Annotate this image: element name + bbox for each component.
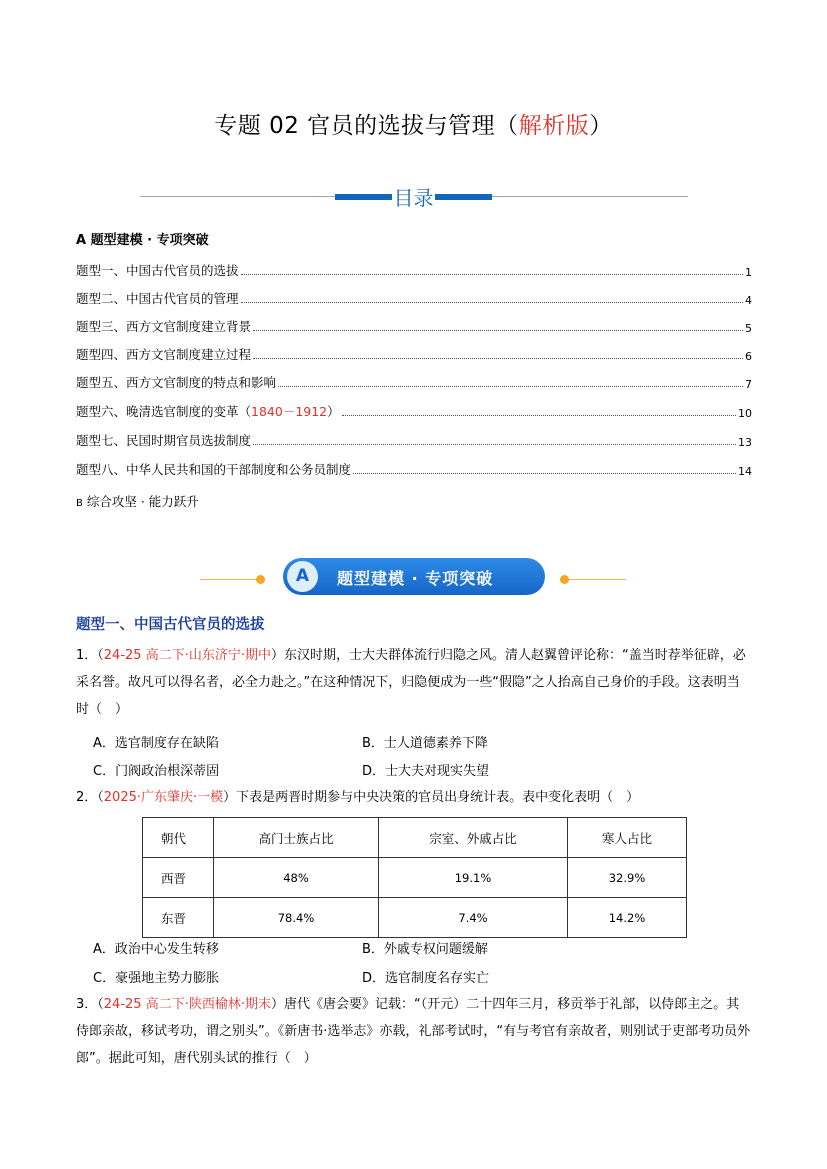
toc-leader xyxy=(353,472,736,474)
banner-dot-right xyxy=(560,575,569,584)
toc-row[interactable] xyxy=(76,261,752,279)
question-1: 1．（24-25 高二下·山东济宁·期中）东汉时期，士大夫群体流行归隐之风。清人赵翼曾评论称：“盖当时荐举征辟，必采名誉。故凡可以得名者，必全力赴之。”在这种情况下，归隐便成为一些“假隐”之人抬高自己身价的手段。这表明当时（ ） xyxy=(76,648,746,717)
toc-row-page: 4 xyxy=(745,294,752,307)
toc-row-label: 题型八、中华人民共和国的干部制度和公务员制度 xyxy=(76,462,352,477)
toc-row-page: 14 xyxy=(738,465,752,478)
option-d[interactable]: D．选官制度名存实亡 xyxy=(362,971,490,986)
toc-leader xyxy=(253,329,743,331)
toc-row-label: 题型四、西方文官制度建立过程 xyxy=(76,347,252,362)
toc-row-label: 题型二、中国古代官员的管理 xyxy=(76,291,239,306)
table-header: 宗室、外戚占比 xyxy=(379,818,568,858)
table-cell: 19.1% xyxy=(379,858,568,898)
question-3: 3．（24-25 高二下·陕西榆林·期末）唐代《唐会要》记载：“（开元）二十四年三月，移贡举于礼部，以侍郎主之。其侍郎亲故，移试考功，谓之别头”。《新唐书·选举志》亦载，礼部考试时，“有与考官有亲故者，则别试于吏部考功员外郎”。据此可知，唐代别头试的推行（ ） xyxy=(76,997,751,1066)
title-main: 专题 02 官员的选拔与管理（ xyxy=(214,113,519,139)
question-source: 2025·广东肇庆·一模 xyxy=(103,790,224,805)
toc-leader xyxy=(241,273,743,275)
option-c[interactable]: C．门阀政治根深蒂固 xyxy=(93,764,220,779)
toc-row-label: 题型七、民国时期官员选拔制度 xyxy=(76,433,252,448)
table-cell: 32.9% xyxy=(568,858,687,898)
option-b[interactable]: B．外戚专权问题缓解 xyxy=(362,942,488,957)
table-header-row xyxy=(143,818,687,858)
table-cell: 14.2% xyxy=(568,898,687,938)
table-cell: 48% xyxy=(214,858,379,898)
statistics-table xyxy=(142,817,687,938)
type1-heading: 题型一、中国古代官员的选拔 xyxy=(76,617,265,633)
banner-line-right xyxy=(566,579,626,580)
table-row xyxy=(143,898,687,938)
toc-section-b: B 综合攻坚 · 能力跃升 xyxy=(76,494,199,509)
table-header: 高门士族占比 xyxy=(214,818,379,858)
question-source: 24-25 高二下·山东济宁·期中 xyxy=(103,648,271,663)
toc-row[interactable] xyxy=(76,402,752,420)
toc-row-label: 题型一、中国古代官员的选拔 xyxy=(76,263,239,278)
toc-bar-right xyxy=(435,194,492,200)
banner-letter-badge: A xyxy=(287,561,318,592)
toc-row[interactable] xyxy=(76,431,752,449)
banner-line-left xyxy=(200,579,260,580)
option-d[interactable]: D．士大夫对现实失望 xyxy=(362,764,490,779)
toc-bar-left xyxy=(335,194,392,200)
toc-row[interactable] xyxy=(76,373,752,391)
option-a[interactable]: A．政治中心发生转移 xyxy=(93,942,219,957)
banner-dot-left xyxy=(256,575,265,584)
table-header: 朝代 xyxy=(143,818,214,858)
toc-leader xyxy=(278,385,743,387)
option-c[interactable]: C．豪强地主势力膨胀 xyxy=(93,971,220,986)
option-a[interactable]: A．选官制度存在缺陷 xyxy=(93,736,219,751)
toc-row-page: 1 xyxy=(745,266,752,279)
toc-leader xyxy=(342,414,736,416)
title-red: 解析版 xyxy=(518,113,590,139)
document-title xyxy=(0,107,827,140)
toc-row[interactable] xyxy=(76,345,752,363)
toc-row-label: 题型六、晚清选官制度的变革（1840－1912） xyxy=(76,404,340,419)
toc-row-page: 6 xyxy=(745,350,752,363)
toc-row-page: 13 xyxy=(738,436,752,449)
toc-row-page: 5 xyxy=(745,322,752,335)
toc-section-a: A 题型建模 · 专项突破 xyxy=(76,233,209,248)
toc-heading: 目录 xyxy=(392,182,435,211)
toc-row-page: 7 xyxy=(745,378,752,391)
banner-title: 题型建模 · 专项突破 xyxy=(337,569,494,588)
table-header: 寒人占比 xyxy=(568,818,687,858)
table-cell: 东晋 xyxy=(143,898,214,938)
table-cell: 78.4% xyxy=(214,898,379,938)
toc-leader xyxy=(253,357,743,359)
toc-row[interactable] xyxy=(76,317,752,335)
toc-row-label: 题型三、西方文官制度建立背景 xyxy=(76,319,252,334)
table-cell: 西晋 xyxy=(143,858,214,898)
option-b[interactable]: B．士人道德素养下降 xyxy=(362,736,488,751)
table-row xyxy=(143,858,687,898)
toc-row-page: 10 xyxy=(738,407,752,420)
toc-row[interactable] xyxy=(76,289,752,307)
toc-leader xyxy=(241,301,743,303)
table-cell: 7.4% xyxy=(379,898,568,938)
question-2: 2．（2025·广东肇庆·一模）下表是两晋时期参与中央决策的官员出身统计表。表中变化表明（ ） xyxy=(76,790,640,805)
question-source: 24-25 高二下·陕西榆林·期末 xyxy=(103,997,271,1012)
toc-row-years: 1840－1912 xyxy=(251,404,328,419)
toc-leader xyxy=(253,443,736,445)
title-suffix: ） xyxy=(589,113,613,139)
toc-row-label: 题型五、西方文官制度的特点和影响 xyxy=(76,375,277,390)
toc-row[interactable] xyxy=(76,460,752,478)
